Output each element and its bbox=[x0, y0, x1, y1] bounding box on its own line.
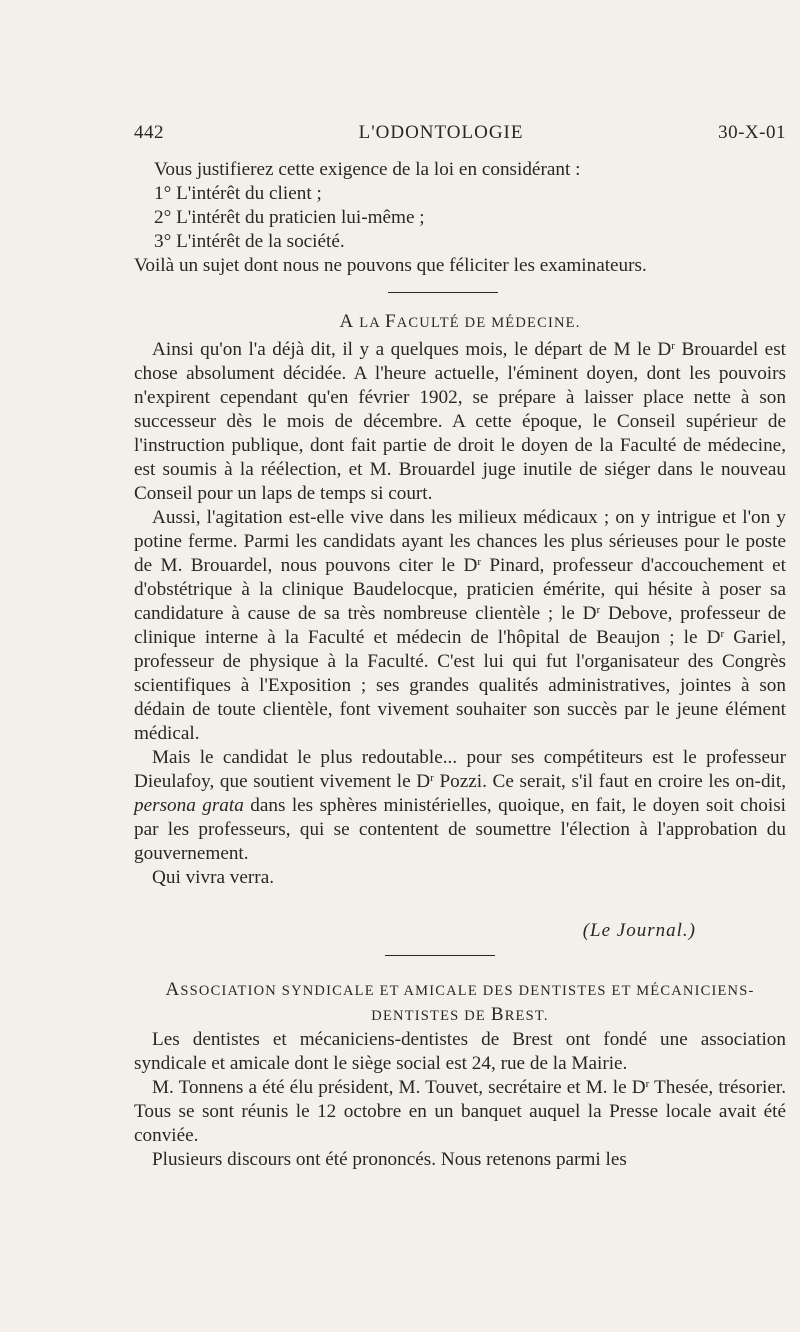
section-heading-faculte: A LA FACULTÉ DE MÉDECINE. bbox=[339, 311, 581, 332]
issue-date: 30-X-01 bbox=[718, 122, 786, 143]
page-header bbox=[134, 122, 786, 144]
paragraph: M. Tonnens a été élu président, M. Touvet, secrétaire et M. le $D^r$ Thesée, trésorier. Tous se sont réunis le 12 octobre en un banquet auquel la Presse locale avait été conviée. bbox=[134, 1077, 786, 1146]
exam-item: 1° L'intérêt du client ; bbox=[154, 183, 322, 204]
section-heading-brest: ASSOCIATION SYNDICALE ET AMICALE DES DENTISTES ET MÉCANICIENS- DENTISTES DE BREST. bbox=[165, 979, 755, 1025]
paragraph: Les dentistes et mécaniciens-dentistes de Brest ont fondé une association syndicale et amicale dont le siège social est 24, rue de la Mairie. bbox=[134, 1029, 786, 1074]
paragraph: Qui vivra verra. bbox=[152, 867, 275, 888]
section-divider bbox=[388, 292, 498, 293]
exam-intro: Vous justifierez cette exigence de la loi en considérant : bbox=[154, 159, 581, 180]
paragraph: Mais le candidat le plus redoutable... pour ses compétiteurs est le professeur Dieulafoy, que soutient vivement le $D^r$ Pozzi. Ce serait, s'il faut en croire les on-dit, persona grata dans les sphères ministérielles, quoique, en fait, le doyen soit choisi par les professeurs, qui se contentent de soumettre l'élection à l'approbation du gouvernement. bbox=[134, 747, 786, 864]
paragraph: Aussi, l'agitation est-elle vive dans les milieux médicaux ; on y intrigue et l'on y potine ferme. Parmi les candidats ayant les chances les plus sérieuses pour le poste de M. Brouardel, nous pouvons citer le $D^r$ Pinard, professeur d'accouchement et d'obstétrique à la clinique Baudelocque, praticien émérite, qui hésite à poser sa candidature à cause de sa très nombreuse clientèle ; le $D^r$ Debove, professeur de clinique interne à la Faculté et médecin de l'hôpital de Beaujon ; le $D^r$ Gariel, professeur de physique à la Faculté. C'est lui qui fut l'organisateur des Congrès scientifiques à l'Exposition ; ses grandes qualités administratives, jointes à son dédain de toute clientèle, font vivement souhaiter son succès par le jeune élément médical. bbox=[134, 507, 787, 744]
faculte-article bbox=[134, 338, 786, 890]
paragraph: Plusieurs discours ont été prononcés. Nous retenons parmi les bbox=[152, 1149, 627, 1170]
article-source: (Le Journal.) bbox=[582, 920, 696, 941]
exam-item: 3° L'intérêt de la société. bbox=[154, 231, 345, 252]
exam-item: 2° L'intérêt du praticien lui-même ; bbox=[154, 207, 425, 228]
brest-article bbox=[134, 1028, 786, 1172]
paragraph: Ainsi qu'on l'a déjà dit, il y a quelques mois, le départ de M le $D^r$ Brouardel est chose absolument décidée. A l'heure actuelle, l'éminent doyen, dont les pouvoirs n'expirent cependant qu'en février 1902, se prépare à laisser place nette à son successeur dès le mois de décembre. A cette époque, le Conseil supérieur de l'instruction publique, dont fait partie de droit le doyen de la Faculté de médecine, est soumis à la réélection, et M. Brouardel juge inutile de siéger dans le nouveau Conseil pour un laps de temps si court. bbox=[134, 339, 786, 504]
exam-section bbox=[134, 158, 786, 278]
page-number: 442 bbox=[134, 122, 164, 143]
journal-title: L'ODONTOLOGIE bbox=[358, 122, 524, 143]
section-divider bbox=[385, 955, 495, 956]
exam-closing: Voilà un sujet dont nous ne pouvons que féliciter les examinateurs. bbox=[134, 255, 647, 276]
